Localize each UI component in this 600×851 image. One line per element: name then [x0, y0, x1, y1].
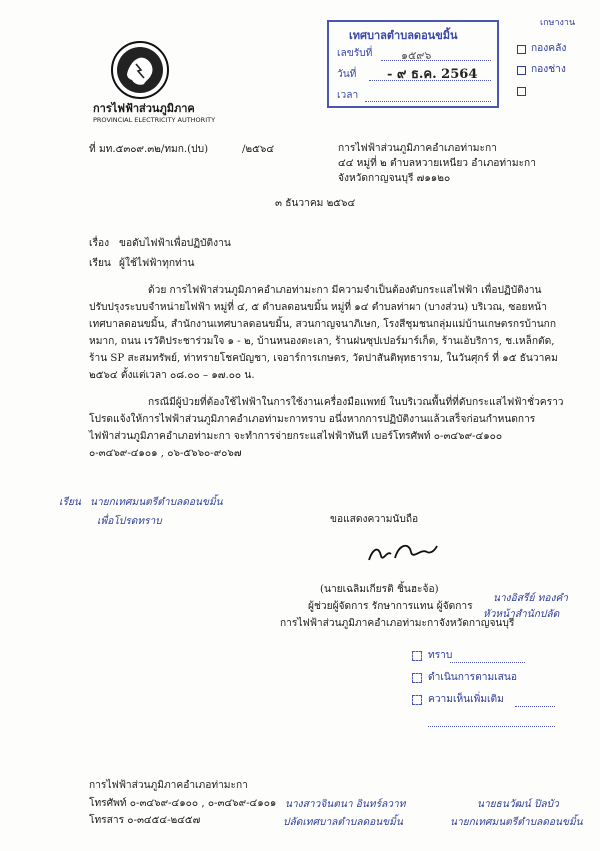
body2-line: โปรดแจ้งให้การไฟฟ้าส่วนภูมิภาคอำเภอท่ามะกาทราบ อนึ่งหากการปฏิบัติงานแล้วเสร็จก่อนกำหนดการ — [89, 414, 536, 425]
memo-checkbox-acknowledge — [412, 651, 422, 661]
opt-other-checkbox — [517, 87, 526, 96]
stamp-receive-no: ๑๕๙๖ — [401, 49, 432, 62]
stamp-date-value: - ๙ ธ.ค. 2564 — [387, 67, 478, 82]
org-name-th: การไฟฟ้าส่วนภูมิภาค — [93, 102, 195, 115]
memo-checkbox-comment — [412, 695, 422, 705]
org-name-en: PROVINCIAL ELECTRICITY AUTHORITY — [93, 116, 216, 124]
signer-title-2: การไฟฟ้าส่วนภูมิภาคอำเภอท่ามะกาจังหวัดกาญจนบุรี — [280, 618, 515, 629]
sender-address-1: การไฟฟ้าส่วนภูมิภาคอำเภอท่ามะกา — [338, 143, 497, 154]
bottom-mid-title: ปลัดเทศบาลตำบลดอนขมิ้น — [283, 817, 403, 828]
body1-line: ๒๕๖๔ ตั้งแต่เวลา ๐๘.๐๐ – ๑๗.๐๐ น. — [89, 370, 255, 381]
stamp-title: เทศบาลตำบลดอนขมิ้น — [349, 29, 458, 42]
body1-line: ด้วย การไฟฟ้าส่วนภูมิภาคอำเภอท่ามะกา มีความจำเป็นต้องดับกระแสไฟฟ้า เพื่อปฏิบัติงาน — [148, 285, 542, 296]
body1-line: หมาก, ถนน เรวัติประชาร่วมใจ ๑ - ๒, บ้านหนองตะเลา, ร้านฝนซุปเปอร์มาร์เก็ต, ร้านเอ้บริการ, ช.เหล็กตัด, — [89, 336, 555, 347]
signer-name: (นายเฉลิมเกียรติ ชิ้นฮะจ้อ) — [320, 584, 439, 595]
subject-label: เรื่อง — [89, 238, 110, 249]
memo-checkbox-proceed — [412, 673, 422, 683]
body1-line: ร้าน SP สะสมทรัพย์, ท่าทรายโชคบัญชา, เจอาร์การเกษตร, วัดปาสันติพุทธาราม, ในวันศุกร์ ที่ ๑๕ ธันวาคม — [89, 353, 558, 364]
opt-engineering-label: กองช่าง — [531, 64, 566, 75]
opt-finance-checkbox — [517, 45, 526, 54]
body2-line: ไฟฟ้าส่วนภูมิภาคอำเภอท่ามะกา จะทำการจ่ายกระแสไฟฟ้าทันที เบอร์โทรศัพท์ ๐-๓๔๖๙-๔๑๐๐ — [89, 431, 503, 442]
footer-fax: โทรสาร ๐-๓๔๕๔-๒๔๕๗ — [89, 815, 201, 826]
pea-logo-icon — [110, 40, 170, 100]
note-to-mayor: นายกเทศมนตรีตำบลดอนขมิ้น — [90, 497, 223, 508]
stamp-date-label: วันที่ — [337, 69, 357, 80]
opt-engineering-checkbox — [517, 66, 526, 75]
memo-comment: ความเห็นเพิ่มเติม — [428, 694, 504, 705]
body2-line: ๐-๓๔๖๙-๔๑๐๑ , ๐๖-๕๖๖๐-๙๐๖๗ — [89, 448, 242, 459]
stamp-time-label: เวลา — [337, 90, 359, 101]
ref-year: /๒๕๖๔ — [242, 144, 275, 155]
subject-text: ขอดับไฟฟ้าเพื่อปฏิบัติงาน — [119, 238, 231, 249]
body1-line: เทศบาลดอนขมิ้น, สำนักงานเทศบาลดอนขมิ้น, สวนกาญจนาภิเษก, โรงสีชุมชนกลุ่มแม่บ้านเกษตรกรบ้านกก — [89, 319, 557, 330]
memo-proceed: ดำเนินการตามเสนอ — [428, 672, 517, 683]
signer-title-1: ผู้ช่วยผู้จัดการ รักษาการแทน ผู้จัดการ — [308, 601, 473, 612]
signature-icon — [365, 538, 440, 566]
to-text: ผู้ใช้ไฟฟ้าทุกท่าน — [119, 258, 195, 269]
bottom-right-name: นายธนวัฒน์ ปิลบัว — [477, 799, 559, 810]
memo-acknowledge: ทราบ — [428, 650, 453, 661]
bottom-mid-name: นางสาวจินตนา อินทร์ลวาท — [285, 799, 406, 810]
footer-tel: โทรศัพท์ ๐-๓๔๖๙-๔๑๐๐ , ๐-๓๔๖๙-๔๑๐๑ — [89, 798, 277, 809]
bottom-right-title: นายกเทศมนตรีตำบลดอนขมิ้น — [450, 817, 583, 828]
opt-finance-label: กองคลัง — [531, 43, 567, 54]
to-label: เรียน — [89, 258, 111, 269]
closing-text: ขอแสดงความนับถือ — [330, 514, 419, 525]
stamp-receive-label: เลขรับที่ — [337, 48, 373, 59]
letter-date: ๓ ธันวาคม ๒๕๖๔ — [275, 198, 356, 209]
stamp-side-header: เกษางาน — [540, 18, 576, 28]
sender-address-2: ๔๔ หมู่ที่ ๒ ตำบลหวายเหนียว อำเภอท่ามะกา — [338, 158, 536, 169]
ref-number: ที่ มท.๕๓๐๙.๓๒/ทมก.(ปบ) — [89, 144, 209, 155]
sender-address-3: จังหวัดกาญจนบุรี ๗๑๑๒๐ — [338, 173, 451, 184]
footer-org: การไฟฟ้าส่วนภูมิภาคอำเภอท่ามะกา — [89, 780, 248, 791]
body1-line: ปรับปรุงระบบจำหน่ายไฟฟ้า หมู่ที่ ๔, ๕ ตำบลดอนขมิ้น หมู่ที่ ๑๔ ตำบลท่าผา (บางส่วน) บริเวณ, ซอยหน้า — [89, 302, 547, 313]
note-for-info: เพื่อโปรดทราบ — [97, 516, 162, 527]
note-to-label: เรียน — [59, 497, 81, 508]
right-note-title: หัวหน้าสำนักปลัด — [483, 609, 560, 620]
body2-line: กรณีมีผู้ป่วยที่ต้องใช้ไฟฟ้าในการใช้งานเครื่องมือแพทย์ ในบริเวณพื้นที่ที่ดับกระแสไฟฟ้าชั่วคราว — [148, 397, 564, 408]
right-note-name: นางอิสรีย์ ทองคำ — [493, 593, 569, 604]
receipt-stamp — [327, 20, 499, 108]
